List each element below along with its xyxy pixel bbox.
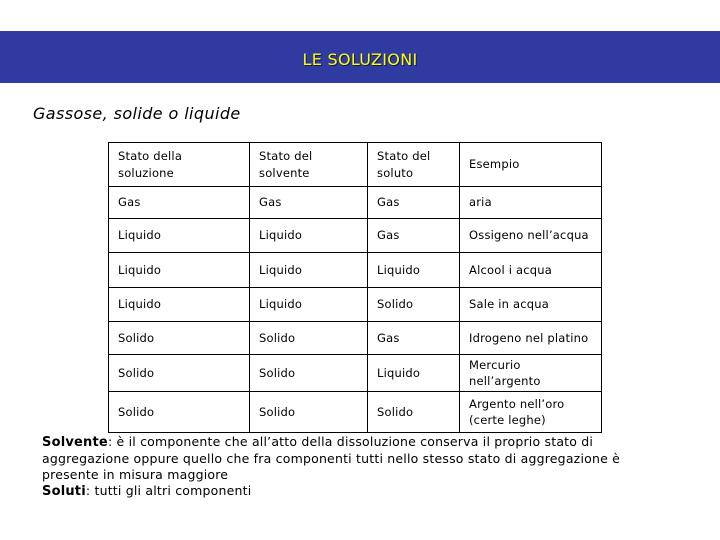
table-cell: Liquido	[250, 253, 368, 288]
table-cell: Liquido	[109, 253, 250, 288]
table-cell: Liquido	[250, 288, 368, 322]
page-title: LE SOLUZIONI	[302, 50, 418, 69]
table-cell: Alcool i acqua	[460, 253, 602, 288]
table-cell: Gas	[109, 187, 250, 219]
header-cell: Stato del solvente	[250, 143, 368, 187]
table-cell: aria	[460, 187, 602, 219]
table-cell: Liquido	[109, 219, 250, 253]
table-cell: Argento nell’oro (certe leghe)	[460, 392, 602, 433]
table-cell: Liquido	[368, 355, 460, 392]
table-cell: Gas	[250, 187, 368, 219]
table-cell: Ossigeno nell’acqua	[460, 219, 602, 253]
table-row	[109, 392, 602, 433]
table-cell: Solido	[250, 392, 368, 433]
table-cell: Sale in acqua	[460, 288, 602, 322]
header-cell: Stato del soluto	[368, 143, 460, 187]
page-subtitle: Gassose, solide o liquide	[33, 104, 241, 123]
table-cell: Solido	[250, 355, 368, 392]
definitions	[42, 434, 642, 500]
table-row	[109, 187, 602, 219]
solvente-text: : è il componente che all’atto della dissoluzione conserva il proprio stato di aggregazione oppure quello che fra componenti tutti nello stesso stato di aggregazione è presente in misura maggiore	[42, 434, 621, 482]
table-cell: Gas	[368, 219, 460, 253]
table-cell: Solido	[368, 288, 460, 322]
soluti-definition	[42, 483, 642, 500]
table-row	[109, 253, 602, 288]
table-cell: Idrogeno nel platino	[460, 322, 602, 355]
table-cell: Solido	[109, 355, 250, 392]
soluti-term: Soluti	[42, 484, 86, 499]
table-header-row	[109, 143, 602, 187]
table-cell: Liquido	[109, 288, 250, 322]
table-cell: Solido	[109, 392, 250, 433]
table-cell: Gas	[368, 187, 460, 219]
table-row	[109, 322, 602, 355]
table-cell: Solido	[368, 392, 460, 433]
table-cell: Solido	[109, 322, 250, 355]
table-row	[109, 219, 602, 253]
table-cell: Liquido	[250, 219, 368, 253]
table-cell: Gas	[368, 322, 460, 355]
solvente-definition	[42, 434, 642, 483]
table-cell: Solido	[250, 322, 368, 355]
solutions-table	[108, 142, 602, 433]
header-cell: Esempio	[460, 143, 602, 187]
table-row	[109, 355, 602, 392]
table-cell: Liquido	[368, 253, 460, 288]
soluti-text: : tutti gli altri componenti	[85, 483, 252, 498]
table-cell: Mercurio nell’argento	[460, 355, 602, 392]
solvente-term: Solvente	[42, 435, 108, 450]
header-cell: Stato della soluzione	[109, 143, 250, 187]
table-row	[109, 288, 602, 322]
